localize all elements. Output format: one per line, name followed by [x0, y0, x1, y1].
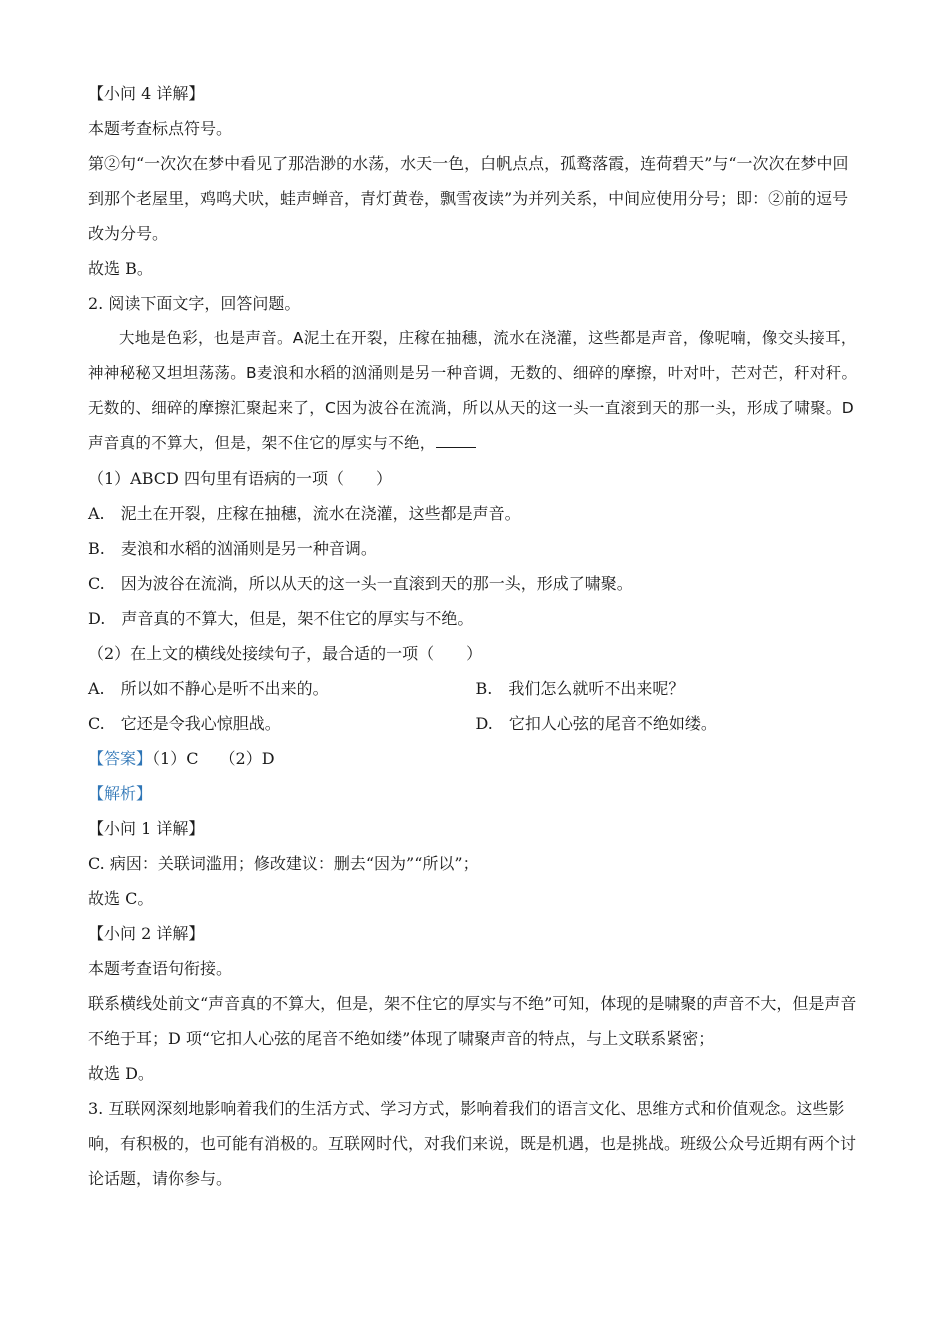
section-heading-q4: 【小问 4 详解】 [88, 84, 205, 103]
question-2-passage [88, 321, 863, 461]
sub-question-1-option-b: B. 麦浪和水稻的汹涌则是另一种音调。 [88, 539, 377, 558]
answer-text: （1）C （2）D [152, 749, 275, 768]
document-page [88, 76, 863, 1196]
section-explain-q2: 联系横线处前文“声音真的不算大，但是，架不住它的厚实与不绝”可知，体现的是啸聚的声音不大，但是声音不绝于耳；D 项“它扣人心弦的尾音不绝如缕”体现了啸聚声音的特点，与上文联系紧密； [88, 994, 857, 1048]
section-topic-q4: 本题考查标点符号。 [88, 119, 233, 138]
section-topic-q2: 本题考查语句衔接。 [88, 959, 233, 978]
answer-line [88, 741, 863, 776]
sub-question-2-option-a: A. 所以如不静心是听不出来的。 [88, 679, 329, 698]
passage-text: 大地是色彩，也是声音。A泥土在开裂，庄稼在抽穗，流水在浇灌，这些都是声音，像呢喃，像交头接耳，神神秘秘又坦坦荡荡。B麦浪和水稻的汹涌则是另一种音调，无数的、细碎的摩擦，叶对叶，芒对芒，秆对秆。无数的、细碎的摩擦汇聚起来了，C因为波谷在流淌，所以从天的这一头一直滚到天的那一头，形成了啸聚。D声音真的不算大，但是，架不住它的厚实与不绝， [88, 329, 858, 452]
sub-question-2-prompt: （2）在上文的横线处接续句子，最合适的一项（ ） [88, 644, 483, 663]
sub-question-1-prompt: （1）ABCD 四句里有语病的一项（ ） [88, 469, 392, 488]
section-conclusion-q2: 故选 D。 [88, 1064, 154, 1083]
answer-label: 【答案】 [88, 749, 153, 768]
section-heading-q1: 【小问 1 详解】 [88, 819, 205, 838]
section-conclusion-q1: 故选 C。 [88, 889, 154, 908]
section-conclusion-q4: 故选 B。 [88, 259, 153, 278]
sub-question-1-option-c: C. 因为波谷在流淌，所以从天的这一头一直滚到天的那一头，形成了啸聚。 [88, 574, 633, 593]
sub-question-1-option-d: D. 声音真的不算大，但是，架不住它的厚实与不绝。 [88, 609, 474, 628]
sub-question-2-option-b: B. 我们怎么就听不出来呢？ [475, 679, 685, 698]
section-explain-q1: C. 病因：关联词滥用；修改建议：删去“因为”“所以”； [88, 854, 479, 873]
sub-question-1-option-a: A. 泥土在开裂，庄稼在抽穗，流水在浇灌，这些都是声音。 [88, 504, 521, 523]
sub-question-2-option-c: C. 它还是令我心惊胆战。 [88, 714, 281, 733]
section-heading-q2: 【小问 2 详解】 [88, 924, 205, 943]
sub-question-2-options-row-2 [88, 706, 863, 741]
sub-question-2-option-d: D. 它扣人心弦的尾音不绝如缕。 [475, 714, 717, 733]
question-3-stem: 3. 互联网深刻地影响着我们的生活方式、学习方式，影响着我们的语言文化、思维方式和价值观念。这些影响，有积极的，也可能有消极的。互联网时代，对我们来说，既是机遇，也是挑战。班级公众号近期有两个讨论话题，请你参与。 [88, 1099, 857, 1188]
answer-blank [436, 431, 476, 448]
analysis-label: 【解析】 [88, 784, 153, 803]
section-explain-q4: 第②句“一次次在梦中看见了那浩渺的水荡，水天一色，白帆点点，孤鹜落霞，连荷碧天”与“一次次在梦中回到那个老屋里，鸡鸣犬吠，蛙声蝉音，青灯黄卷，飘雪夜读”为并列关系，中间应使用分号；即：②前的逗号改为分号。 [88, 154, 849, 243]
sub-question-2-options-row-1 [88, 671, 863, 706]
question-2-stem: 2. 阅读下面文字，回答问题。 [88, 294, 301, 313]
